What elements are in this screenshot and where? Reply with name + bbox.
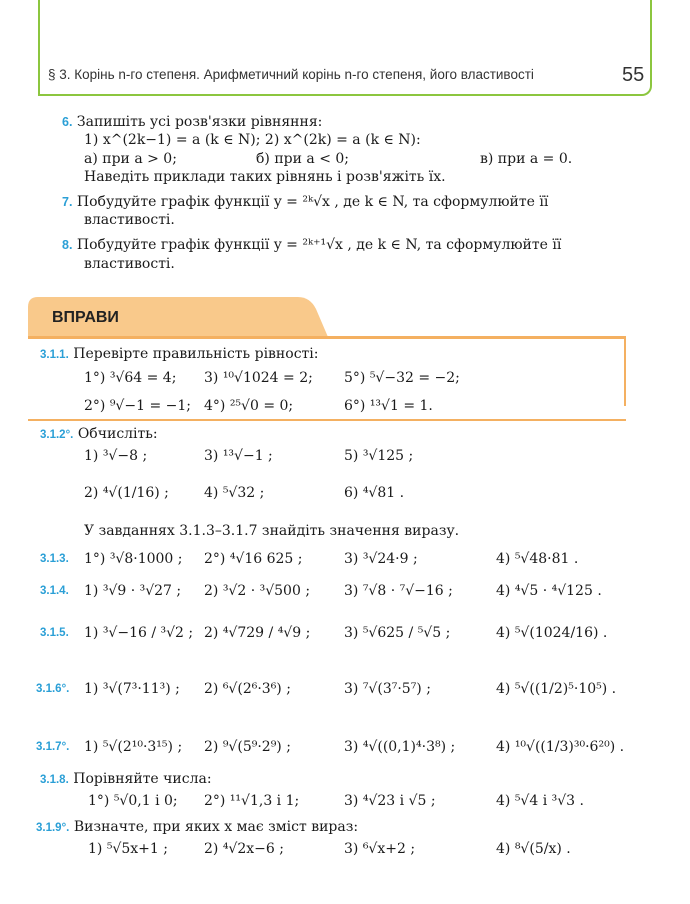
exercise-item: 2) ⁴√729 / ⁴√9 ; [204, 625, 311, 641]
question-6-line: 1) x^(2k−1) = a (k ∈ N); 2) x^(2k) = a (k ∈ N): [84, 132, 421, 148]
page-number: 55 [622, 64, 645, 86]
running-head: § 3. Корінь n-го степеня. Арифметичний корінь n-го степеня, його властивості [48, 67, 534, 82]
question-6-case-c: в) при a = 0. [480, 151, 573, 167]
exercise-item: 4) ⁵√32 ; [204, 485, 265, 501]
exercise-item: 2) ⁴√(1/16) ; [84, 485, 169, 501]
exercise-number: 3.1.7°. [36, 741, 70, 753]
exercise-item: 1°) ³√8·1000 ; [84, 551, 183, 567]
exercise-item: 1) ³√(7³·11³) ; [84, 681, 180, 697]
exercise-item: 5°) ⁵√−32 = −2; [344, 370, 460, 386]
exercise-item: 4) ⁵√((1/2)⁵·10⁵) . [496, 681, 617, 697]
exercise-number: 3.1.6°. [36, 683, 70, 695]
exercise-item: 3) ⁵√625 / ⁵√5 ; [344, 625, 451, 641]
exercise-item: 2) ⁴√2x−6 ; [204, 841, 284, 857]
exercise-item: 4) ⁴√5 · ⁴√125 . [496, 583, 602, 599]
exercise-3-1-1 [40, 345, 318, 364]
exercise-item: 2°) ⁹√−1 = −1; [84, 398, 191, 414]
exercise-item: 6) ⁴√81 . [344, 485, 405, 501]
exercise-number: 3.1.2°. [40, 429, 74, 441]
exercise-item: 3) ¹³√−1 ; [204, 448, 273, 464]
exercise-item: 1°) ⁵√0,1 і 0; [88, 793, 178, 809]
exercise-item: 5) ³√125 ; [344, 448, 414, 464]
question-number: 7. [62, 195, 73, 209]
exercise-item: 2°) ¹¹√1,3 і 1; [204, 793, 300, 809]
section-rule [28, 336, 626, 339]
exercise-item: 4) ⁸√(5/x) . [496, 841, 571, 857]
exercise-number: 3.1.4. [40, 585, 69, 597]
section-title: ВПРАВИ [52, 309, 119, 326]
exercise-prompt: Порівняйте числа: [73, 771, 212, 787]
exercise-item: 2°) ⁴√16 625 ; [204, 551, 303, 567]
question-number: 8. [62, 238, 73, 252]
exercise-item: 1) ⁵√5x+1 ; [88, 841, 168, 857]
question-number: 6. [62, 115, 73, 129]
exercise-item: 3) ⁷√(3⁷·5⁷) ; [344, 681, 431, 697]
exercise-item: 1°) ³√64 = 4; [84, 370, 177, 386]
exercise-item: 1) ³√−8 ; [84, 448, 148, 464]
question-8-line: властивості. [84, 256, 175, 272]
question-8 [62, 236, 561, 254]
exercise-3-1-8 [40, 770, 212, 789]
exercise-item: 3) ⁷√8 · ⁷√−16 ; [344, 583, 453, 599]
exercise-3-1-9 [36, 818, 358, 837]
question-text: Побудуйте графік функції y = ²ᵏ√x , де k ∈ N, та сформулюйте її [76, 194, 549, 210]
exercise-item: 4) ¹⁰√((1/3)³⁰·6²⁰) . [496, 739, 625, 755]
exercise-number: 3.1.8. [40, 774, 69, 786]
exercise-item: 6°) ¹³√1 = 1. [344, 398, 433, 414]
exercise-item: 4°) ²⁵√0 = 0; [204, 398, 294, 414]
question-7 [62, 193, 548, 211]
exercise-item: 1) ³√9 · ³√27 ; [84, 583, 182, 599]
question-6 [62, 113, 322, 131]
exercises-intro: У завданнях 3.1.3–3.1.7 знайдіть значення виразу. [84, 523, 460, 539]
exercise-item: 1) ⁵√(2¹⁰·3¹⁵) ; [84, 739, 183, 755]
exercise-item: 3) ⁶√x+2 ; [344, 841, 416, 857]
exercise-number: 3.1.5. [40, 627, 69, 639]
question-6-case-b: б) при a < 0; [256, 151, 350, 167]
exercise-item: 4) ⁵√4 і ³√3 . [496, 793, 584, 809]
question-6-line: Наведіть приклади таких рівнянь і розв'яжіть їх. [84, 169, 446, 185]
exercise-item: 1) ³√−16 / ³√2 ; [84, 625, 194, 641]
question-6-case-a: а) при a > 0; [84, 151, 177, 167]
exercise-item: 4) ⁵√48·81 . [496, 551, 579, 567]
exercise-3-1-2 [40, 425, 158, 444]
exercise-item: 2) ³√2 · ³√500 ; [204, 583, 311, 599]
exercise-item: 2) ⁹√(5⁹·2⁹) ; [204, 739, 291, 755]
section-bottom-rule [28, 419, 626, 421]
exercise-item: 3) ³√24·9 ; [344, 551, 418, 567]
exercise-prompt: Обчисліть: [77, 426, 158, 442]
exercise-item: 4) ⁵√(1024/16) . [496, 625, 608, 641]
question-text: Запишіть усі розв'язки рівняння: [76, 114, 323, 130]
exercise-prompt: Визначте, при яких x має зміст вираз: [73, 819, 359, 835]
exercise-prompt: Перевірте правильність рівності: [73, 346, 319, 362]
exercise-item: 3) ⁴√23 і √5 ; [344, 793, 436, 809]
exercise-number: 3.1.1. [40, 349, 69, 361]
exercise-item: 3) ¹⁰√1024 = 2; [204, 370, 313, 386]
question-text: Побудуйте графік функції y = ²ᵏ⁺¹√x , де k ∈ N, та сформулюйте її [76, 237, 562, 253]
exercise-number: 3.1.9°. [36, 822, 70, 834]
exercise-item: 3) ⁴√((0,1)⁴·3⁸) ; [344, 739, 456, 755]
exercise-item: 2) ⁶√(2⁶·3⁶) ; [204, 681, 291, 697]
section-side-rule [624, 336, 626, 406]
question-7-line: властивості. [84, 212, 175, 228]
exercise-number: 3.1.3. [40, 553, 69, 565]
